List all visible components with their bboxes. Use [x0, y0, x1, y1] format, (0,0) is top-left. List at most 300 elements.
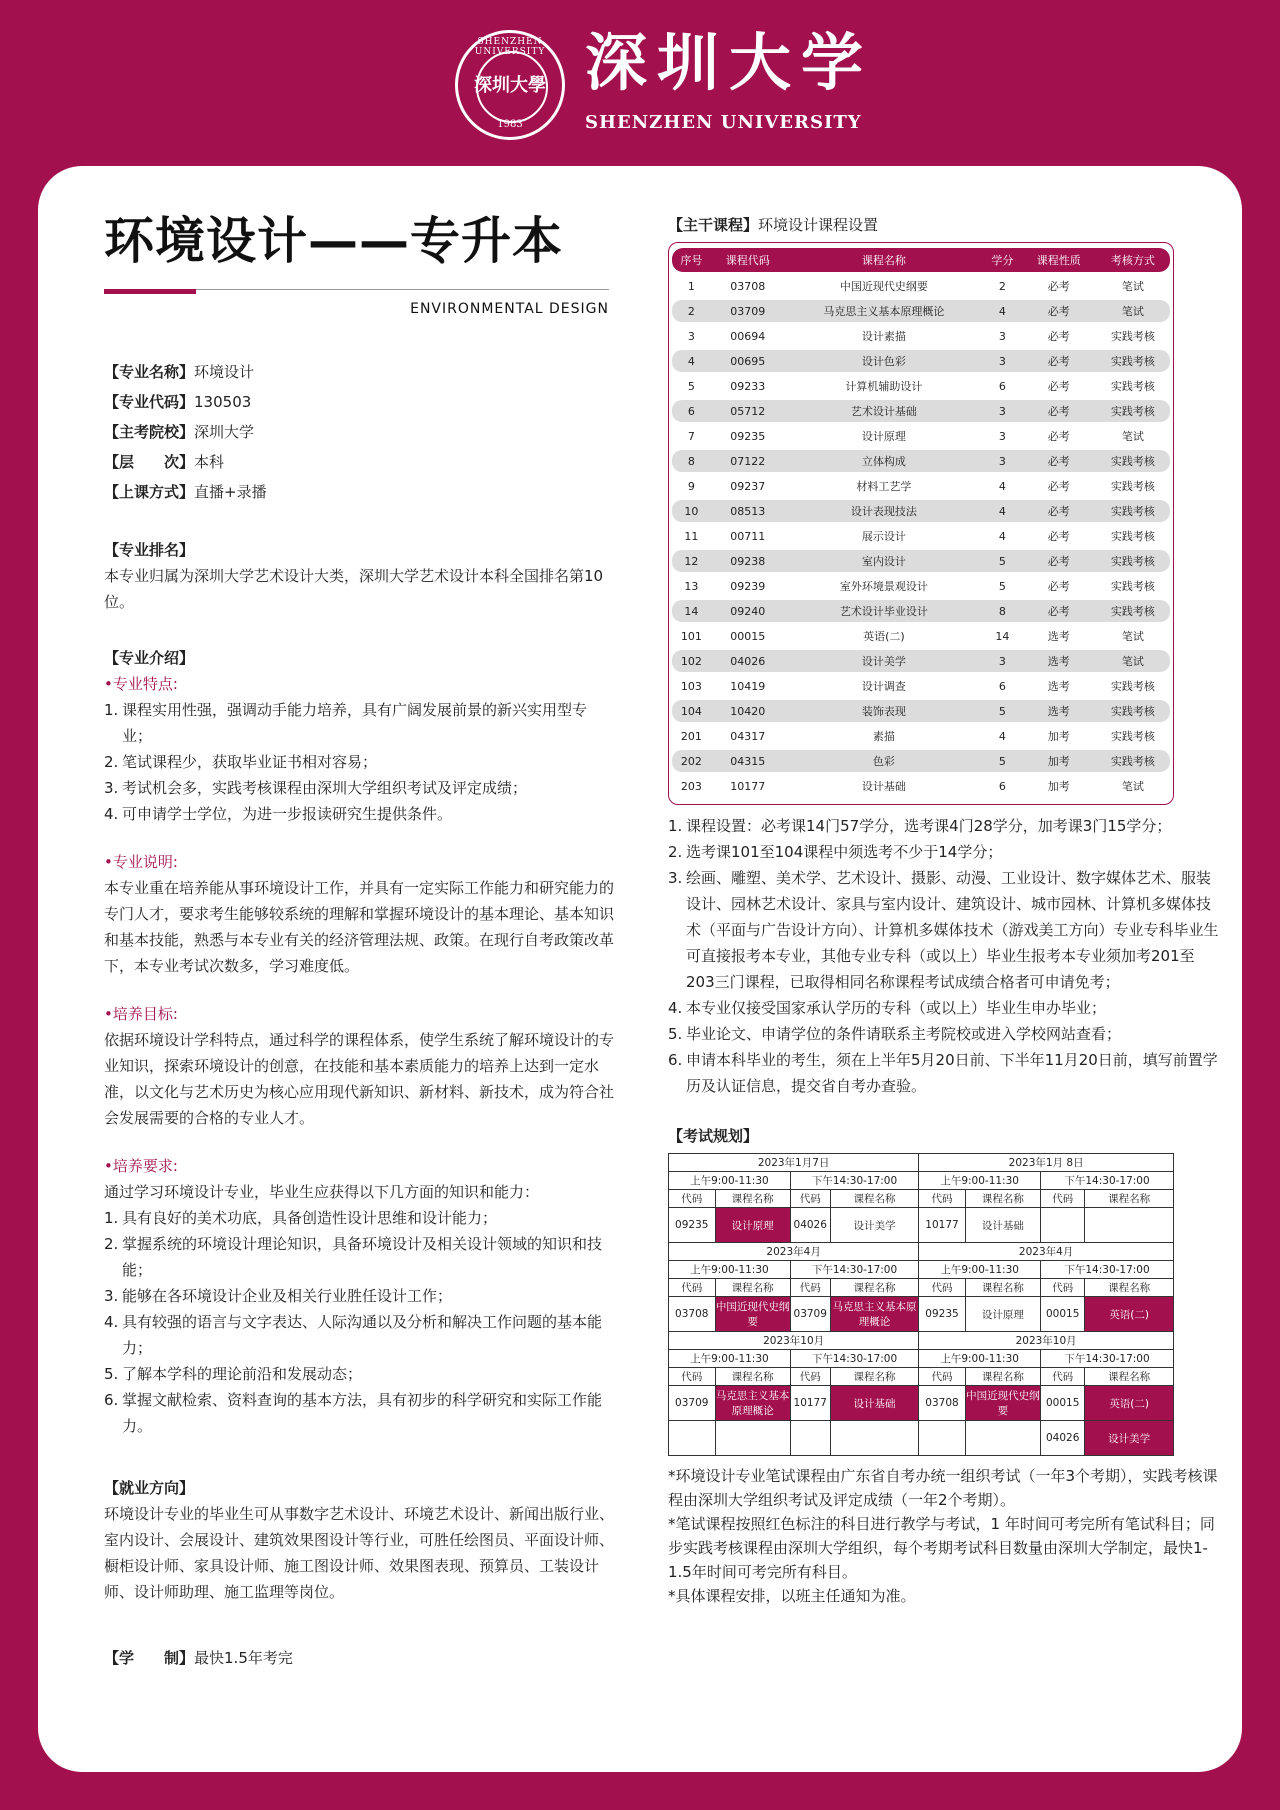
table-cell: 实践考核: [1096, 450, 1170, 472]
table-cell: 必考: [1022, 400, 1096, 422]
exam-cell: 设计原理: [965, 1297, 1040, 1332]
table-cell: 必考: [1022, 300, 1096, 322]
table-cell: 103: [680, 679, 702, 693]
table-row: [672, 750, 1170, 772]
table-cell: 14: [672, 600, 711, 622]
table-cell: 计算机辅助设计: [845, 380, 923, 393]
page-subtitle: ENVIRONMENTAL DESIGN: [410, 301, 609, 317]
exam-slot: 上午9:00-11:30: [669, 1172, 791, 1190]
table-cell: 4: [672, 350, 711, 372]
exam-slot: 下午14:30-17:00: [1041, 1261, 1174, 1279]
exam-slot: 下午14:30-17:00: [790, 1261, 918, 1279]
university-name-cn: 深圳大学: [585, 26, 874, 99]
ranking-text: 本专业归属为深圳大学艺术设计大类，深圳大学艺术设计本科全国排名第10位。: [104, 567, 604, 611]
table-cell: 5: [983, 550, 1022, 572]
table-cell: 3: [983, 350, 1022, 372]
table-cell: 2: [672, 300, 711, 322]
table-cell: 10177: [730, 779, 766, 793]
table-cell: 实践考核: [1096, 550, 1170, 572]
table-cell: 00695: [711, 350, 785, 372]
col-header: 课程名称: [785, 248, 983, 272]
list-item: 6. 掌握文献检索、资料查询的基本方法，具有初步的科学研究和实际工作能力。: [104, 1391, 603, 1435]
table-cell: 05712: [711, 400, 785, 422]
info-row-mode: 【上课方式】直播+录播: [104, 483, 267, 501]
table-cell: 笔试: [1121, 280, 1144, 293]
exam-slot: 下午14:30-17:00: [790, 1350, 918, 1368]
table-cell: 材料工艺学: [856, 480, 912, 493]
exam-slot: 上午9:00-11:30: [919, 1172, 1041, 1190]
table-cell: 必考: [1047, 480, 1070, 493]
table-cell: 11: [684, 529, 699, 543]
courses-heading: 【主干课程】环境设计课程设置: [668, 216, 879, 234]
table-row: [672, 550, 1170, 572]
table-cell: 09235: [730, 429, 766, 443]
list-item: 5. 了解本学科的理论前沿和发展动态；: [104, 1365, 363, 1383]
table-cell: 03709: [711, 300, 785, 322]
table-row: [672, 725, 1170, 747]
table-cell: 实践考核: [1096, 400, 1170, 422]
description-title: •专业说明:: [104, 853, 178, 871]
col-header: 考核方式: [1096, 248, 1170, 272]
list-item: 5. 毕业论文、申请学位的条件请联系主考院校或进入学校网站查看；: [668, 1025, 1122, 1043]
table-cell: 13: [684, 579, 699, 593]
table-cell: 2: [998, 279, 1006, 293]
exam-cell: [830, 1421, 919, 1456]
exam-cell: [715, 1421, 790, 1456]
exam-cell: 设计美学: [830, 1208, 919, 1243]
table-cell: 201: [680, 729, 702, 743]
career-heading: 【就业方向】: [104, 1479, 195, 1497]
table-cell: 5: [983, 700, 1022, 722]
exam-cell: 英语(二): [1085, 1386, 1174, 1421]
table-row: [669, 1243, 1174, 1261]
table-cell: 实践考核: [1110, 680, 1155, 693]
col-header: 课程名称: [830, 1190, 919, 1208]
table-cell: 艺术设计基础: [785, 400, 983, 422]
exam-cell: [790, 1421, 830, 1456]
title-rule: [104, 289, 614, 295]
exam-cell: 设计美学: [1085, 1421, 1174, 1456]
exam-slot: 下午14:30-17:00: [790, 1172, 918, 1190]
exam-cell: 英语(二): [1085, 1297, 1174, 1332]
col-header: 课程性质: [1022, 248, 1096, 272]
table-row: [672, 425, 1170, 447]
table-header-row: [672, 248, 1170, 272]
table-cell: 必考: [1022, 450, 1096, 472]
table-row: [672, 400, 1170, 422]
info-row-level: 【层 次】本科: [104, 453, 225, 471]
list-item: 4. 具有较强的语言与文字表达、人际沟通以及分析和解决工作问题的基本能力；: [104, 1313, 603, 1357]
table-cell: 实践考核: [1110, 730, 1155, 743]
table-cell: 设计素描: [861, 330, 906, 343]
exam-slot: 上午9:00-11:30: [919, 1350, 1041, 1368]
exam-date: 2023年4月: [919, 1243, 1174, 1261]
table-cell: 3: [983, 450, 1022, 472]
exam-cell: 03709: [790, 1297, 830, 1332]
col-header: 序号: [672, 248, 711, 272]
ranking-heading: 【专业排名】: [104, 541, 195, 559]
table-cell: 室内设计: [785, 550, 983, 572]
table-cell: 00711: [730, 529, 766, 543]
col-header: 课程名称: [965, 1190, 1040, 1208]
course-table-body: [672, 275, 1170, 797]
table-cell: 笔试: [1121, 430, 1144, 443]
table-cell: 1: [687, 279, 695, 293]
table-row: [669, 1190, 1174, 1208]
table-cell: 实践考核: [1096, 500, 1170, 522]
table-cell: 6: [672, 400, 711, 422]
table-cell: 3: [983, 650, 1022, 672]
table-row: [672, 325, 1170, 347]
footnote: *环境设计专业笔试课程由广东省自考办统一组织考试（一年3个考期），实践考核课程由深圳大学组织考试及评定成绩（一年2个考期）。: [668, 1467, 1218, 1509]
exam-cell: 马克思主义基本原理概论: [715, 1386, 790, 1421]
table-cell: 选考: [1022, 650, 1096, 672]
table-cell: 选考: [1047, 680, 1070, 693]
table-row: [669, 1368, 1174, 1386]
table-cell: 加考: [1047, 730, 1070, 743]
table-cell: 实践考核: [1110, 480, 1155, 493]
col-header: 代码: [669, 1368, 716, 1386]
list-item: 6. 申请本科毕业的考生，须在上半年5月20日前、下半年11月20日前，填写前置学历及认证信息，提交省自考办查验。: [668, 1051, 1218, 1095]
table-cell: 必考: [1022, 550, 1096, 572]
table-cell: 203: [680, 779, 702, 793]
duration-row: 【学 制】最快1.5年考完: [104, 1649, 293, 1667]
list-item: 3. 绘画、雕塑、美术学、艺术设计、摄影、动漫、工业设计、数字媒体艺术、服装设计、园林艺术设计、家具与室内设计、建筑设计、城市园林、计算机多媒体技术（平面与广告设计方向）、计算机多媒体技术（游戏美工方向）专业专科毕业生可直接报考本专业，其他专业专科（或以上）毕业生报考本专业须加考201至203三门课程，已取得相同名称课程考试成绩合格者可申请免考；: [668, 869, 1219, 991]
exam-table: [668, 1153, 1174, 1456]
col-header: 课程名称: [715, 1190, 790, 1208]
list-item: 1. 具有良好的美术功底，具备创造性设计思维和设计能力；: [104, 1209, 498, 1227]
table-cell: 中国近现代史纲要: [839, 280, 928, 293]
table-cell: 9: [687, 479, 695, 493]
col-header: 代码: [669, 1190, 716, 1208]
table-cell: 艺术设计毕业设计: [785, 600, 983, 622]
content-card: [38, 166, 1242, 1772]
list-item: 1. 课程实用性强，强调动手能力培养，具有广阔发展前景的新兴实用型专业；: [104, 701, 588, 745]
list-item: 2. 笔试课程少，获取毕业证书相对容易；: [104, 753, 378, 771]
exam-cell: [669, 1421, 716, 1456]
seal-cn-text: 深圳大學: [474, 75, 546, 96]
table-cell: 设计调查: [861, 680, 906, 693]
table-cell: 3: [998, 329, 1006, 343]
table-cell: 笔试: [1121, 630, 1144, 643]
exam-cell: 设计原理: [715, 1208, 790, 1243]
exam-slot: 下午14:30-17:00: [1041, 1172, 1174, 1190]
table-cell: 实践考核: [1096, 350, 1170, 372]
table-cell: 4: [983, 300, 1022, 322]
table-row: [672, 600, 1170, 622]
exam-table-body: [669, 1154, 1174, 1456]
col-header: 代码: [919, 1190, 966, 1208]
table-cell: 101: [680, 629, 702, 643]
table-cell: 3: [687, 329, 695, 343]
col-header: 代码: [919, 1368, 966, 1386]
exam-cell: [965, 1421, 1040, 1456]
table-row: [669, 1421, 1174, 1456]
exam-cell: [919, 1421, 966, 1456]
table-cell: 202: [672, 750, 711, 772]
table-row: [672, 775, 1170, 797]
university-seal-icon: [455, 30, 565, 140]
table-cell: 03708: [730, 279, 766, 293]
table-cell: 实践考核: [1110, 580, 1155, 593]
table-row: [672, 475, 1170, 497]
table-row: [669, 1261, 1174, 1279]
table-cell: 设计色彩: [785, 350, 983, 372]
exam-cell: [1041, 1208, 1085, 1243]
col-header: 课程名称: [1085, 1279, 1174, 1297]
table-row: [672, 300, 1170, 322]
table-cell: 4: [998, 479, 1006, 493]
table-cell: 装饰表现: [785, 700, 983, 722]
info-row-name: 【专业名称】环境设计: [104, 363, 255, 381]
table-row: [672, 500, 1170, 522]
exam-slot: 上午9:00-11:30: [669, 1261, 791, 1279]
table-cell: 09237: [730, 479, 766, 493]
exam-date: 2023年10月: [919, 1332, 1174, 1350]
col-header: 代码: [1041, 1190, 1085, 1208]
table-cell: 04317: [730, 729, 766, 743]
col-header: 代码: [1041, 1279, 1085, 1297]
table-cell: 立体构成: [785, 450, 983, 472]
col-header: 课程名称: [830, 1368, 919, 1386]
table-row: [672, 700, 1170, 722]
table-cell: 5: [983, 750, 1022, 772]
col-header: 课程名称: [965, 1279, 1040, 1297]
table-cell: 英语(二): [863, 630, 905, 643]
exam-date: 2023年4月: [669, 1243, 919, 1261]
table-row: [672, 675, 1170, 697]
list-item: 2. 掌握系统的环境设计理论知识，具备环境设计及相关设计领域的知识和技能；: [104, 1235, 603, 1279]
table-cell: 09233: [730, 379, 766, 393]
table-cell: 08513: [711, 500, 785, 522]
table-cell: 7: [687, 429, 695, 443]
table-row: [672, 525, 1170, 547]
table-row: [669, 1350, 1174, 1368]
university-name-en: SHENZHEN UNIVERSITY: [585, 112, 862, 133]
col-header: 代码: [1041, 1368, 1085, 1386]
exam-cell: 10177: [919, 1208, 966, 1243]
exam-cell: 马克思主义基本原理概论: [830, 1297, 919, 1332]
exam-heading: 【考试规划】: [668, 1127, 759, 1145]
table-cell: 04026: [711, 650, 785, 672]
table-cell: 104: [672, 700, 711, 722]
table-cell: 色彩: [785, 750, 983, 772]
exam-cell: 设计基础: [830, 1386, 919, 1421]
exam-cell: 04026: [790, 1208, 830, 1243]
table-row: [669, 1279, 1174, 1297]
list-item: 3. 考试机会多，实践考核课程由深圳大学组织考试及评定成绩；: [104, 779, 528, 797]
table-cell: 14: [995, 629, 1010, 643]
table-cell: 5: [687, 379, 695, 393]
exam-cell: 09235: [669, 1208, 716, 1243]
table-cell: 必考: [1047, 380, 1070, 393]
table-row: [669, 1297, 1174, 1332]
course-table: [669, 245, 1173, 800]
table-cell: 实践考核: [1110, 330, 1155, 343]
table-cell: 4: [998, 729, 1006, 743]
footnote: *笔试课程按照红色标注的科目进行教学与考试，1 年时间可考完所有笔试科目；同步实践考核课程由深圳大学组织，每个考期考试科目数量由深圳大学制定，最快1-1.5年时间可考完所有科目。: [668, 1515, 1215, 1581]
table-cell: 马克思主义基本原理概论: [785, 300, 983, 322]
goal-title: •培养目标:: [104, 1005, 178, 1023]
table-cell: 00694: [730, 329, 766, 343]
table-cell: 6: [998, 779, 1006, 793]
table-cell: 10420: [711, 700, 785, 722]
seal-en-text: SHENZHEN UNIVERSITY: [474, 37, 546, 57]
table-row: [672, 575, 1170, 597]
table-cell: 实践考核: [1096, 700, 1170, 722]
table-row: [672, 650, 1170, 672]
header: [0, 0, 1280, 165]
list-item: 1. 课程设置：必考课14门57学分，选考课4门28学分，加考课3门15学分；: [668, 817, 1172, 835]
table-cell: 设计基础: [861, 780, 906, 793]
features-list: [104, 697, 614, 827]
table-cell: 实践考核: [1110, 380, 1155, 393]
exam-cell: 设计基础: [965, 1208, 1040, 1243]
table-cell: 10419: [730, 679, 766, 693]
table-cell: 12: [672, 550, 711, 572]
col-header: 课程名称: [1085, 1368, 1174, 1386]
exam-cell: 00015: [1041, 1386, 1085, 1421]
exam-date: 2023年1月 8日: [919, 1154, 1174, 1172]
table-cell: 04315: [711, 750, 785, 772]
exam-cell: 10177: [790, 1386, 830, 1421]
exam-date: 2023年1月7日: [669, 1154, 919, 1172]
table-cell: 设计表现技法: [785, 500, 983, 522]
table-cell: 笔试: [1096, 300, 1170, 322]
table-cell: 设计原理: [861, 430, 906, 443]
table-cell: 选考: [1022, 700, 1096, 722]
exam-cell: 03708: [919, 1386, 966, 1421]
col-header: 课程名称: [965, 1368, 1040, 1386]
career-text: 环境设计专业的毕业生可从事数字艺术设计、环境艺术设计、新闻出版行业、室内设计、会展设计、建筑效果图设计等行业，可胜任绘图员、平面设计师、橱柜设计师、家具设计师、施工图设计师、效果图表现、预算员、工装设计师、设计师助理、施工监理等岗位。: [104, 1505, 615, 1601]
table-cell: 必考: [1047, 430, 1070, 443]
table-row: [669, 1386, 1174, 1421]
exam-cell: 04026: [1041, 1421, 1085, 1456]
col-header: 课程名称: [715, 1368, 790, 1386]
table-cell: 必考: [1047, 280, 1070, 293]
exam-cell: [1085, 1208, 1174, 1243]
table-cell: 必考: [1022, 350, 1096, 372]
table-cell: 07122: [711, 450, 785, 472]
table-cell: 必考: [1047, 580, 1070, 593]
table-cell: 选考: [1047, 630, 1070, 643]
exam-cell: 中国近现代史纲要: [715, 1297, 790, 1332]
col-header: 代码: [669, 1279, 716, 1297]
table-row: [672, 350, 1170, 372]
table-cell: 加考: [1047, 780, 1070, 793]
table-cell: 6: [998, 679, 1006, 693]
description-text: 本专业重在培养能从事环境设计工作，并具有一定实际工作能力和研究能力的专门人才，要求考生能够较系统的理解和掌握环境设计的基本理论、基本知识和基本技能，熟悉与本专业有关的经济管理法规、政策。在现行自考政策改革下，本专业考试次数多，学习难度低。: [104, 879, 615, 975]
col-header: 代码: [790, 1190, 830, 1208]
info-row-code: 【专业代码】130503: [104, 393, 252, 411]
exam-cell: 03708: [669, 1297, 716, 1332]
table-cell: 8: [983, 600, 1022, 622]
exam-cell: 03709: [669, 1386, 716, 1421]
table-cell: 加考: [1022, 750, 1096, 772]
requirements-title: •培养要求:: [104, 1157, 178, 1175]
table-cell: 4: [983, 500, 1022, 522]
table-cell: 8: [672, 450, 711, 472]
table-cell: 必考: [1047, 330, 1070, 343]
table-cell: 实践考核: [1096, 750, 1170, 772]
major-info: [104, 357, 614, 507]
table-row: [669, 1154, 1174, 1172]
exam-slot: 下午14:30-17:00: [1041, 1350, 1174, 1368]
col-header: 课程名称: [830, 1279, 919, 1297]
table-cell: 设计美学: [785, 650, 983, 672]
goal-text: 依据环境设计学科特点，通过科学的课程体系，使学生系统了解环境设计的专业知识，探索环境设计的创意，在技能和基本素质能力的培养上达到一定水准，以文化与艺术历史为核心应用现代新知识、新材料、新技术，成为符合社会发展需要的合格的专业人才。: [104, 1031, 615, 1127]
list-item: 2. 选考课101至104课程中须选考不少于14学分；: [668, 843, 1003, 861]
list-item: 4. 可申请学士学位，为进一步报读研究生提供条件。: [104, 805, 453, 823]
table-cell: 笔试: [1096, 650, 1170, 672]
col-header: 课程代码: [711, 248, 785, 272]
exam-slot: 上午9:00-11:30: [919, 1261, 1041, 1279]
table-row: [672, 450, 1170, 472]
table-cell: 3: [983, 400, 1022, 422]
col-header: 课程名称: [715, 1279, 790, 1297]
table-cell: 实践考核: [1096, 600, 1170, 622]
col-header: 代码: [790, 1368, 830, 1386]
exam-cell: 09235: [919, 1297, 966, 1332]
requirements-list: [104, 1205, 614, 1439]
footnotes: [668, 1464, 1223, 1608]
table-row: [672, 275, 1170, 297]
table-cell: 09239: [730, 579, 766, 593]
col-header: 代码: [919, 1279, 966, 1297]
table-cell: 09238: [711, 550, 785, 572]
table-cell: 4: [998, 529, 1006, 543]
page-title: 环境设计——专升本: [104, 212, 563, 270]
table-cell: 素描: [872, 730, 895, 743]
table-row: [669, 1208, 1174, 1243]
requirements-lead: 通过学习环境设计专业，毕业生应获得以下几方面的知识和能力：: [104, 1183, 540, 1201]
list-item: 3. 能够在各环境设计企业及相关行业胜任设计工作；: [104, 1287, 453, 1305]
exam-slot: 上午9:00-11:30: [669, 1350, 791, 1368]
table-row: [669, 1172, 1174, 1190]
seal-year: 1983: [497, 119, 523, 130]
table-row: [672, 375, 1170, 397]
table-cell: 102: [672, 650, 711, 672]
list-item: 4. 本专业仅接受国家承认学历的专科（或以上）毕业生申办毕业；: [668, 999, 1107, 1017]
col-header: 学分: [983, 248, 1022, 272]
exam-cell: 中国近现代史纲要: [965, 1386, 1040, 1421]
right-column: [668, 214, 1223, 1608]
col-header: 代码: [790, 1279, 830, 1297]
course-notes: [668, 813, 1223, 1099]
table-cell: 必考: [1022, 500, 1096, 522]
footnote: *具体课程安排，以班主任通知为准。: [668, 1587, 916, 1605]
table-cell: 5: [998, 579, 1006, 593]
table-row: [669, 1332, 1174, 1350]
table-cell: 09240: [711, 600, 785, 622]
features-title: •专业特点:: [104, 675, 178, 693]
table-cell: 笔试: [1121, 780, 1144, 793]
info-row-school: 【主考院校】深圳大学: [104, 423, 255, 441]
table-cell: 实践考核: [1110, 530, 1155, 543]
table-cell: 室外环境景观设计: [839, 580, 928, 593]
left-column: [104, 211, 614, 1671]
table-cell: 10: [672, 500, 711, 522]
table-row: [672, 625, 1170, 647]
col-header: 课程名称: [1085, 1190, 1174, 1208]
table-cell: 必考: [1047, 530, 1070, 543]
table-cell: 3: [998, 429, 1006, 443]
course-table-frame: [668, 242, 1174, 805]
exam-date: 2023年10月: [669, 1332, 919, 1350]
intro-heading: 【专业介绍】: [104, 649, 195, 667]
table-cell: 展示设计: [861, 530, 906, 543]
exam-cell: 00015: [1041, 1297, 1085, 1332]
